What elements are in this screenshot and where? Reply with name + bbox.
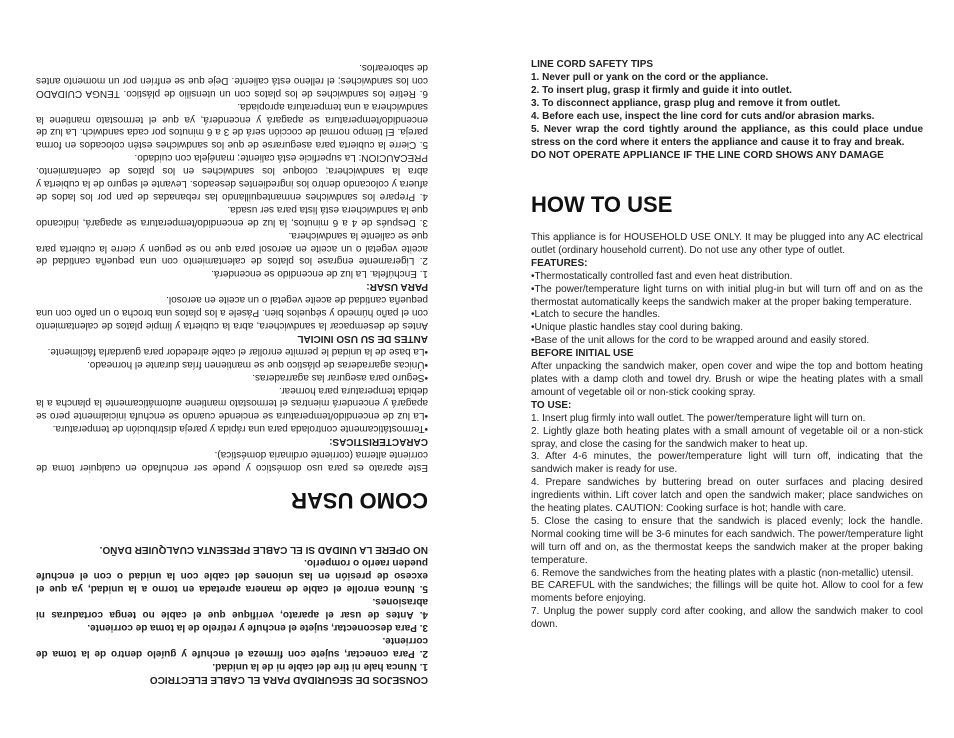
list-item: • The power/temperature light turns on with initial plug-in but will turn off and on as the thermostat automatically keeps the sandwich maker at the proper baking temperature. (531, 284, 923, 310)
spanish-features-title: CARACTERISTICAS: (329, 436, 428, 448)
spanish-before-title: ANTES DE SU USO INICIAL (297, 332, 428, 344)
english-before-title: BEFORE INITIAL USE (531, 348, 634, 360)
english-features-list (531, 271, 923, 348)
list-item: • Únicas agarraderas de plástico que se mantienen frías durante el horneado. (36, 357, 428, 370)
english-body (531, 232, 923, 632)
spanish-safety-tip: 1. Nunca hale ni tire del cable ni de la unidad. (212, 661, 428, 672)
english-intro: This appliance is for HOUSEHOLD USE ONLY. It may be plugged into any AC electrical outlet (ordinary household current). Do not use any other type of outlet. (531, 232, 923, 256)
spanish-intro: Este aparato es para uso doméstico y puede ser enchufado en cualquier toma de corriente alterna (corriente ordinaria doméstica). (36, 449, 428, 473)
english-step: BE CAREFUL with the sandwiches; the fillings will be quite hot. Allow to cool for a few moments before enjoying. (531, 580, 923, 605)
spanish-safety-tip: 5. Nunca enrolle el cable de manera apretada en torno a la unidad, ya que el exceso de presión en las uniones del cable con la unidad o con el enchufe pueden raerlo o romperlo. (36, 557, 428, 594)
english-heading: HOW TO USE (531, 192, 673, 217)
spanish-step: 2. Ligeramente engrase los platos de calentamiento con una pequeña cantidad de aceite vegetal o un aceite en aerosol para que no se peguen y cierre la cubierta para que se caliente la sandwichera. (36, 229, 428, 267)
spanish-step: 5. Cierre la cubierta para asegurarse de que los sandwiches estén colocados en forma pareja. El tiempo normal de cocción será de 3 a 6 minutos por cada sandwich. La luz de encendido/temperatura se apagará y encenderá, ya que el termostato mantiene la sandwichera a una temperatura apropiada. (36, 100, 428, 151)
english-safety-tip: 2. To insert plug, grasp it firmly and guide it into outlet. (531, 85, 792, 96)
list-item: • Unique plastic handles stay cool during baking. (531, 322, 923, 335)
spanish-warning: NO OPERE LA UNIDAD SI EL CABLE PRESENTA CUALQUIER DAÑO. (99, 544, 428, 555)
english-safety-tip: 5. Never wrap the cord tightly around the appliance, as this could place undue stress on the cord where it enters the appliance and cause it to fray and break. (531, 124, 923, 148)
english-safety-title: LINE CORD SAFETY TIPS (531, 59, 654, 70)
spanish-safety-tip: 4. Antes de usar el aparato, verifique que el cable no tenga cortaduras ni abrasiones. (36, 596, 428, 620)
english-safety-tip: 1. Never pull or yank on the cord or the appliance. (531, 72, 769, 83)
spanish-features-list (36, 344, 428, 434)
spanish-heading: COMO USAR (291, 488, 428, 513)
spanish-safety-tip: 2. Para conectar, sujete con firmeza el enchufe y guíelo dentro de la toma de corriente. (36, 635, 428, 659)
spanish-touse-title: PARA USAR: (366, 281, 428, 293)
english-safety-tip: 4. Before each use, inspect the line cord for cuts and/or abrasion marks. (531, 111, 875, 122)
english-step: 7. Unplug the power supply cord after cooking, and allow the sandwich maker to cool down. (531, 606, 923, 631)
list-item: • La base de la unidad le permite enrollar el cable alrededor para guardarla fácilmente. (36, 344, 428, 357)
spanish-step: 6. Retire los sandwiches de los platos con un utensilio de plástico. TENGA CUIDADO con los sandwiches; el relleno está caliente. Deje que se enfríen por un momento antes de saborearlos. (36, 61, 428, 99)
list-item: • Base of the unit allows for the cord to be wrapped around and easily stored. (531, 335, 923, 348)
english-step: 6. Remove the sandwiches from the heating plates with a plastic (non-metallic) utensil. (531, 567, 914, 579)
english-safety-tip: 3. To disconnect appliance, grasp plug and remove it from outlet. (531, 98, 841, 109)
english-warning: DO NOT OPERATE APPLIANCE IF THE LINE CORD SHOWS ANY DAMAGE (531, 150, 884, 161)
spanish-safety-section (36, 543, 428, 686)
spanish-safety-tip: 3. Para desconectar, sujete el enchufe y retírelo de la toma de corriente. (87, 622, 428, 633)
spanish-step: 1. Enchúfela. La luz de encendido se encenderá. (211, 268, 428, 280)
spanish-step: 3. Después de 4 a 6 minutos, la luz de encendido/temperatura se apagará, indicando que la sandwichera está lista para ser usada. (36, 203, 428, 228)
english-column (531, 0, 923, 738)
english-safety-section (531, 58, 923, 162)
english-touse-title: TO USE: (531, 399, 572, 411)
english-step: 2. Lightly glaze both heating plates with a small amount of vegetable oil or a non-stick spray, and close the casing for the sandwich maker to heat up. (531, 425, 923, 450)
spanish-safety-title: CONSEJOS DE SEGURIDAD PARA EL CABLE ELECTRICO (149, 674, 428, 685)
list-item: • Seguro para asegurar las agarraderas. (36, 370, 428, 383)
list-item: • La luz de encendido/temperatura se enciende cuando se enchufa inicialmente pero se apagará y encenderá mientras el termostato mantiene automáticamente la plancha a la debida temperatura para hornear. (36, 383, 428, 422)
english-features-title: FEATURES: (531, 257, 588, 269)
spanish-step: 4. Prepare los sandwiches enmantequillando las rebanadas de pan por los lados de afuera y colocando dentro los ingredientes deseados. Levante el seguro de la cubierta y abra la sandwichera; coloque los sandwiches en los platos de calentamiento. PRECAUCION: La superficie está caliente; manéjela con cuidado. (36, 152, 428, 202)
english-step: 1. Insert plug firmly into wall outlet. The power/temperature light will turn on. (531, 412, 866, 424)
spanish-column (36, 0, 428, 738)
spanish-body (36, 60, 428, 473)
list-item: • Latch to secure the handles. (531, 309, 923, 322)
english-before-text: After unpacking the sandwich maker, open cover and wipe the top and bottom heating plates with a damp cloth and towel dry. Brush or wipe the heating plates with a small amount of vegetable oil or non-stick cooking spray. (531, 361, 923, 398)
english-step: 5. Close the casing to ensure that the sandwich is placed evenly; lock the handle. Normal cooking time will be 3-6 minutes for each sandwich. The power/temperature light will turn off and on, as the thermostat keeps the sandwich maker at the proper baking temperature. (531, 515, 923, 566)
list-item: • Thermostatically controlled fast and even heat distribution. (531, 271, 923, 284)
spanish-before-text: Antes de desempacar la sandwichera, abra la cubierta y limpie platos de calentamiento con el paño húmedo y séquelos bien. Pásele a los platos una brocha o un paño con una pequeña cantidad de aceite vegetal o un aceite en aerosol. (36, 294, 428, 332)
list-item: • Termostáticamente controlada para una rápida y pareja distribución de temperatura. (36, 421, 428, 434)
english-step: 4. Prepare sandwiches by buttering bread on outer surfaces and placing desired ingredients within. Lift cover latch and open the sandwich maker; place sandwiches on the heating plates. CAUTION: Cooking surface is hot; handle with care. (531, 477, 923, 515)
english-step: 3. After 4-6 minutes, the power/temperature light will turn off, indicating that the sandwich maker is ready for use. (531, 451, 923, 476)
